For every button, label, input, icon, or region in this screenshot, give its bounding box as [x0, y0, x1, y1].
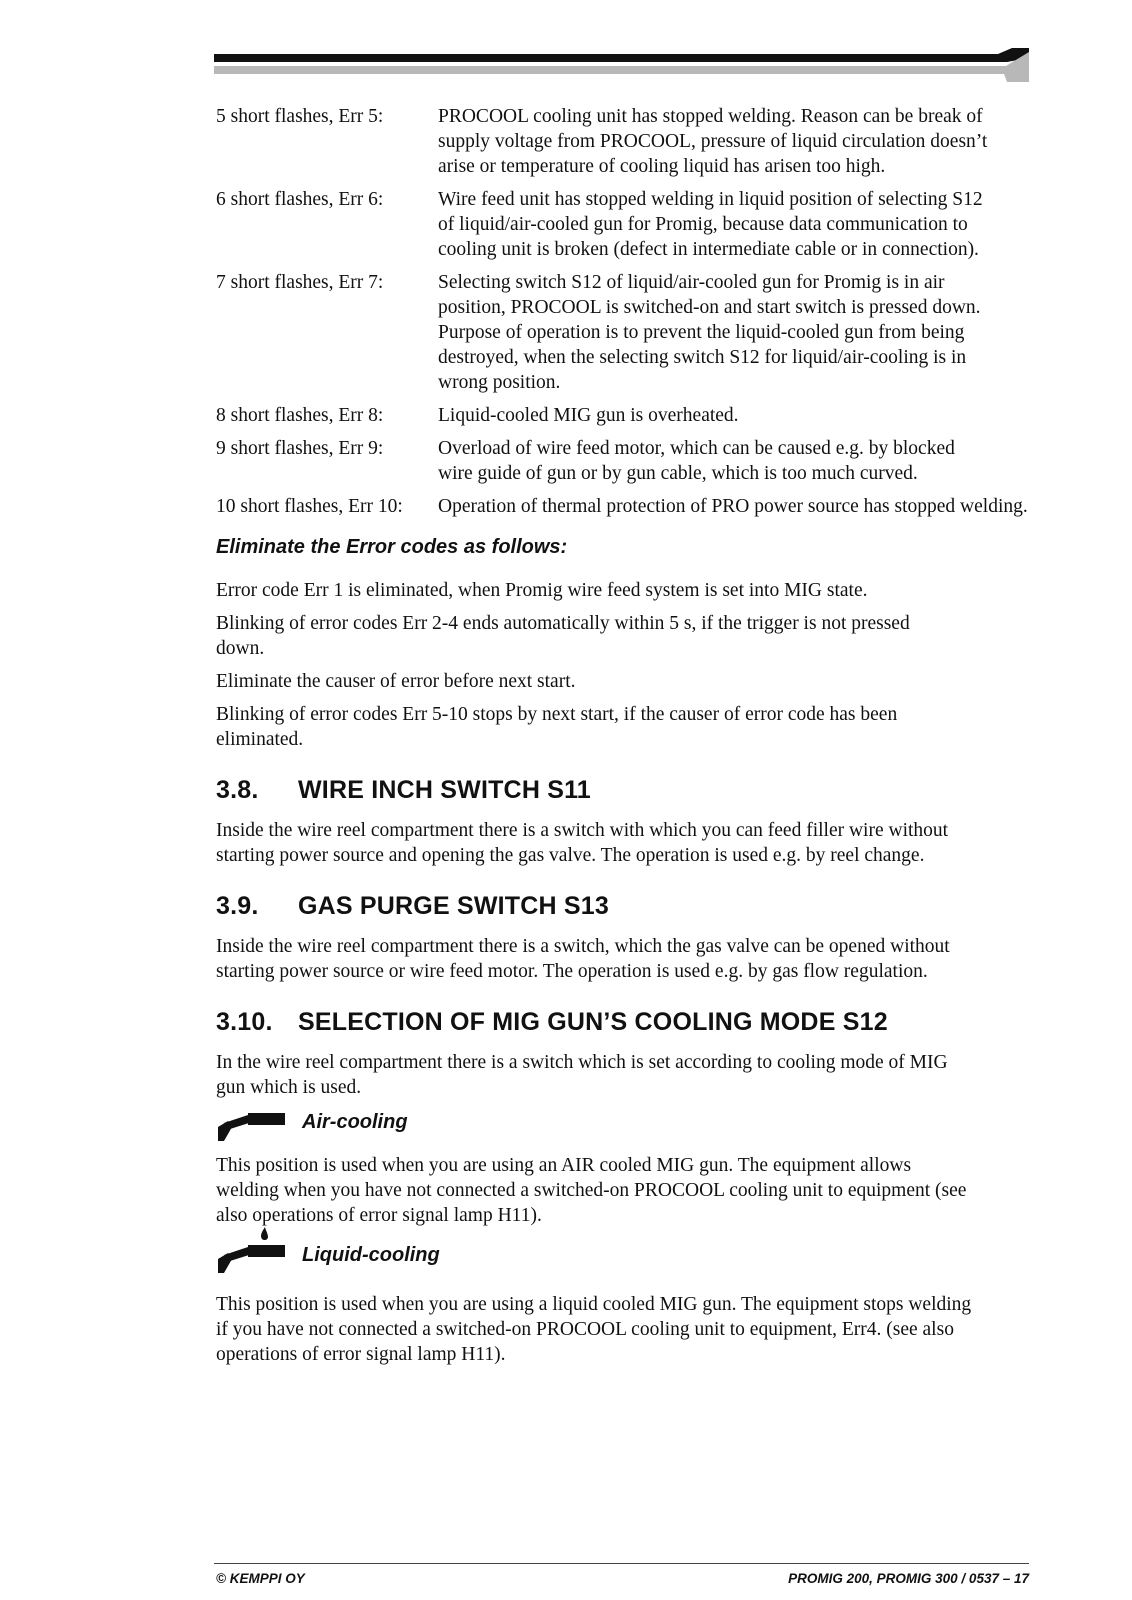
- description-line: supply voltage from PROCOOL, pressure of liquid circulation doesn’t: [438, 131, 988, 152]
- eliminate-paragraph-1: [216, 578, 1036, 603]
- eliminate-heading: Eliminate the Error codes as follows:: [216, 536, 568, 558]
- liquid-cooling-text: [216, 1292, 1036, 1367]
- paragraph-line: eliminated.: [216, 729, 304, 750]
- paragraph-line: if you have not connected a switched-on PROCOOL cooling unit to equipment, Err4. (see also: [216, 1319, 954, 1340]
- footer-copyright: © KEMPPI OY: [216, 1571, 305, 1586]
- liquid-cooled-gun-icon: [216, 1227, 286, 1275]
- section-3-8-text: [216, 818, 1036, 868]
- description-line: arise or temperature of cooling liquid has arisen too high.: [438, 156, 886, 177]
- error-code: 7 short flashes, Err 7:: [216, 272, 384, 293]
- section-number: 3.10.: [216, 1008, 273, 1036]
- description-line: wire guide of gun or by gun cable, which is too much curved.: [438, 463, 918, 484]
- section-heading-3-8: [216, 776, 1036, 808]
- header-rule: [214, 48, 1029, 84]
- description-line: wrong position.: [438, 372, 561, 393]
- paragraph-line: starting power source or wire feed motor. The operation is used e.g. by gas flow regulation.: [216, 961, 928, 982]
- liquid-cooling-label: Liquid-cooling: [302, 1244, 440, 1266]
- description-line: Overload of wire feed motor, which can be caused e.g. by blocked: [438, 438, 955, 459]
- paragraph-line: operations of error signal lamp H11).: [216, 1344, 506, 1365]
- section-number: 3.8.: [216, 776, 259, 804]
- description-line: PROCOOL cooling unit has stopped welding. Reason can be break of: [438, 106, 983, 127]
- paragraph-line: starting power source and opening the gas valve. The operation is used e.g. by reel change.: [216, 845, 925, 866]
- paragraph-line: also operations of error signal lamp H11).: [216, 1205, 542, 1226]
- error-code: 10 short flashes, Err 10:: [216, 496, 403, 517]
- description-line: of liquid/air-cooled gun for Promig, because data communication to: [438, 214, 968, 235]
- air-cooled-gun-icon: [216, 1111, 286, 1143]
- paragraph-line: Inside the wire reel compartment there is a switch with which you can feed filler wire without: [216, 820, 949, 841]
- error-code: 5 short flashes, Err 5:: [216, 106, 384, 127]
- paragraph-line: In the wire reel compartment there is a switch which is set according to cooling mode of MIG: [216, 1052, 948, 1073]
- description-line: Purpose of operation is to prevent the liquid-cooled gun from being: [438, 322, 965, 343]
- footer-document-id: PROMIG 200, PROMIG 300 / 0537 – 17: [788, 1571, 1029, 1586]
- error-description: [438, 104, 1078, 179]
- paragraph-line: down.: [216, 638, 265, 659]
- error-description: [438, 494, 1078, 519]
- eliminate-paragraph-4: [216, 702, 1036, 752]
- section-number: 3.9.: [216, 892, 259, 920]
- description-line: Liquid-cooled MIG gun is overheated.: [438, 405, 739, 426]
- error-code: 6 short flashes, Err 6:: [216, 189, 384, 210]
- section-title: SELECTION OF MIG GUN’S COOLING MODE S12: [298, 1008, 888, 1036]
- eliminate-paragraph-3: [216, 669, 1036, 694]
- error-description: [438, 403, 1078, 428]
- section-3-10-text: [216, 1050, 1036, 1100]
- description-line: position, PROCOOL is switched-on and start switch is pressed down.: [438, 297, 981, 318]
- paragraph-line: gun which is used.: [216, 1077, 362, 1098]
- section-title: GAS PURGE SWITCH S13: [298, 892, 609, 920]
- description-line: cooling unit is broken (defect in intermediate cable or in connection).: [438, 239, 979, 260]
- error-description: [438, 436, 1078, 486]
- paragraph-line: Error code Err 1 is eliminated, when Promig wire feed system is set into MIG state.: [216, 580, 868, 601]
- paragraph-line: welding when you have not connected a switched-on PROCOOL cooling unit to equipment (see: [216, 1180, 967, 1201]
- paragraph-line: Eliminate the causer of error before next start.: [216, 671, 576, 692]
- paragraph-line: Inside the wire reel compartment there is a switch, which the gas valve can be opened without: [216, 936, 950, 957]
- section-heading-3-10: [216, 1008, 1036, 1040]
- description-line: Operation of thermal protection of PRO power source has stopped welding.: [438, 496, 1028, 517]
- description-line: Wire feed unit has stopped welding in liquid position of selecting S12: [438, 189, 983, 210]
- paragraph-line: Blinking of error codes Err 5-10 stops by next start, if the causer of error code has been: [216, 704, 898, 725]
- paragraph-line: Blinking of error codes Err 2-4 ends automatically within 5 s, if the trigger is not pressed: [216, 613, 910, 634]
- description-line: destroyed, when the selecting switch S12 for liquid/air-cooling is in: [438, 347, 967, 368]
- error-description: [438, 270, 1078, 395]
- paragraph-line: This position is used when you are using a liquid cooled MIG gun. The equipment stops welding: [216, 1294, 972, 1315]
- section-heading-3-9: [216, 892, 1036, 924]
- error-code: 8 short flashes, Err 8:: [216, 405, 384, 426]
- air-cooling-label: Air-cooling: [302, 1111, 408, 1133]
- air-cooling-text: [216, 1153, 1036, 1228]
- error-description: [438, 187, 1078, 262]
- paragraph-line: This position is used when you are using an AIR cooled MIG gun. The equipment allows: [216, 1155, 912, 1176]
- eliminate-paragraph-2: [216, 611, 1036, 661]
- section-3-9-text: [216, 934, 1036, 984]
- footer-rule: [214, 1563, 1029, 1564]
- description-line: Selecting switch S12 of liquid/air-cooled gun for Promig is in air: [438, 272, 945, 293]
- error-code: 9 short flashes, Err 9:: [216, 438, 384, 459]
- section-title: WIRE INCH SWITCH S11: [298, 776, 591, 804]
